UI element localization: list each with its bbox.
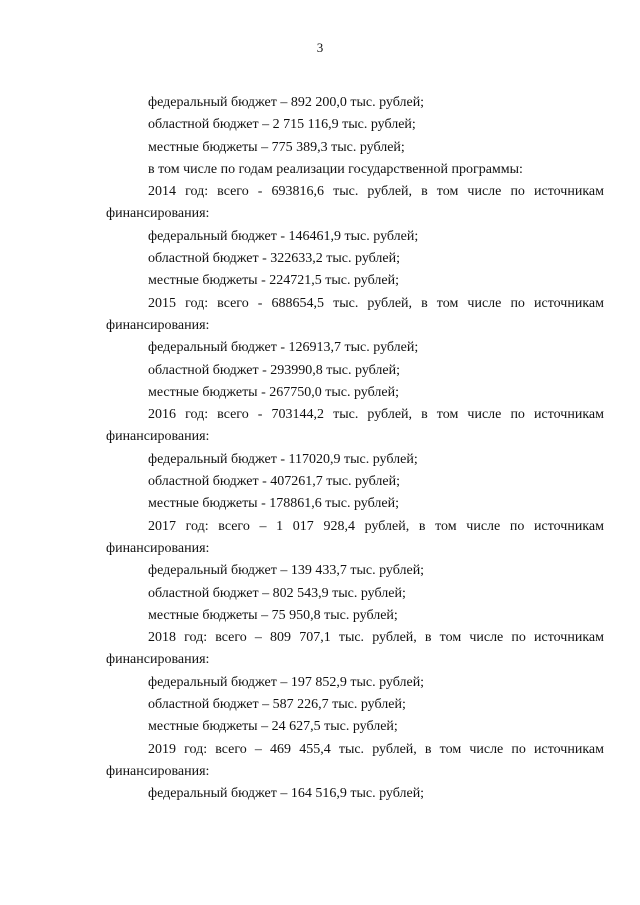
- text-line: местные бюджеты - 224721,5 тыс. рублей;: [148, 273, 399, 289]
- text-line: федеральный бюджет – 164 516,9 тыс. рублей;: [148, 786, 425, 802]
- paragraph-continuation-line: финансирования:: [106, 763, 210, 779]
- text-line: федеральный бюджет – 139 433,7 тыс. рублей;: [148, 563, 425, 579]
- paragraph-continuation-line: финансирования:: [106, 206, 210, 222]
- paragraph-continuation-line: финансирования:: [106, 652, 210, 668]
- text-line: местные бюджеты - 267750,0 тыс. рублей;: [148, 384, 399, 400]
- text-line: областной бюджет - 293990,8 тыс. рублей;: [148, 362, 400, 378]
- paragraph-continuation-line: финансирования:: [106, 429, 210, 445]
- text-line: федеральный бюджет – 892 200,0 тыс. рублей;: [148, 95, 425, 110]
- paragraph-continuation-line: финансирования:: [106, 317, 210, 333]
- text-line: областной бюджет – 587 226,7 тыс. рублей;: [148, 697, 406, 713]
- page-number: 3: [316, 40, 324, 55]
- text-line: 2019 год: всего – 469 455,4 тыс. рублей, в том числе по источникам: [148, 741, 604, 757]
- text-line: местные бюджеты - 178861,6 тыс. рублей;: [148, 496, 399, 512]
- paragraph-continuation-line: финансирования:: [106, 540, 210, 556]
- text-line: областной бюджет – 2 715 116,9 тыс. рублей;: [148, 117, 416, 133]
- text-line: областной бюджет - 322633,2 тыс. рублей;: [148, 251, 400, 267]
- text-line: местные бюджеты – 775 389,3 тыс. рублей;: [148, 139, 405, 155]
- text-line: федеральный бюджет - 117020,9 тыс. рублей;: [148, 451, 418, 467]
- text-line: областной бюджет - 407261,7 тыс. рублей;: [148, 474, 400, 490]
- text-line: местные бюджеты – 75 950,8 тыс. рублей;: [148, 607, 398, 623]
- document-body: [106, 92, 604, 806]
- text-line: 2015 год: всего - 688654,5 тыс. рублей, в том числе по источникам: [148, 295, 604, 311]
- text-line: федеральный бюджет - 146461,9 тыс. рублей;: [148, 228, 419, 244]
- text-line: 2014 год: всего - 693816,6 тыс. рублей, в том числе по источникам: [148, 184, 604, 200]
- text-line: федеральный бюджет - 126913,7 тыс. рублей;: [148, 340, 419, 356]
- text-line: местные бюджеты – 24 627,5 тыс. рублей;: [148, 719, 398, 735]
- text-line: 2017 год: всего – 1 017 928,4 рублей, в том числе по источникам: [148, 518, 604, 534]
- text-line: 2016 год: всего - 703144,2 тыс. рублей, в том числе по источникам: [148, 407, 604, 423]
- text-line: областной бюджет – 802 543,9 тыс. рублей;: [148, 585, 406, 601]
- text-line: 2018 год: всего – 809 707,1 тыс. рублей, в том числе по источникам: [148, 630, 604, 646]
- text-line: федеральный бюджет – 197 852,9 тыс. рублей;: [148, 674, 425, 690]
- text-line: в том числе по годам реализации государственной программы:: [148, 161, 523, 177]
